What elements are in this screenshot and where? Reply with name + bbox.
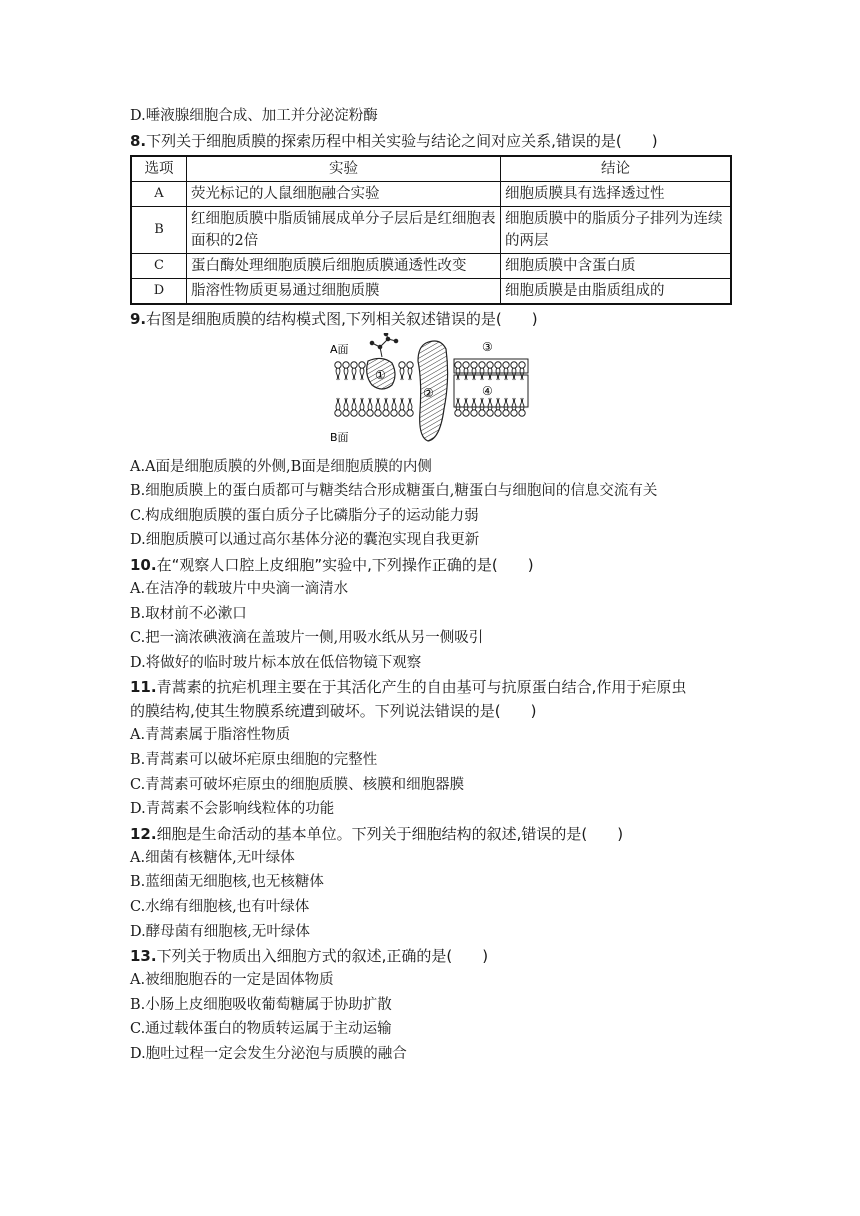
label-a-face: A面 [330,342,349,356]
question-text: 下列关于细胞质膜的探索历程中相关实验与结论之间对应关系,错误的是( ) [146,131,658,150]
q13-option: A.被细胞胞吞的一定是固体物质 [130,972,334,989]
question-13-stem [130,944,740,968]
question-number: 9. [130,309,147,328]
header-experiment: 实验 [187,156,501,182]
q13-option: C.通过载体蛋白的物质转运属于主动运输 [130,1021,392,1038]
row-conclusion: 细胞质膜具有选择透过性 [501,181,732,206]
experiment-conclusion-table [130,155,732,305]
question-12-stem [130,822,740,846]
q7-option-d: D.唾液腺细胞合成、加工并分泌淀粉酶 [130,108,378,124]
row-conclusion: 细胞质膜是由脂质组成的 [501,278,732,304]
question-number: 12. [130,824,157,843]
marker-4: ④ [482,383,493,398]
table-row [131,181,731,206]
row-experiment: 脂溶性物质更易通过细胞质膜 [187,278,501,304]
table-header-row [131,156,731,182]
question-text: 下列关于物质出入细胞方式的叙述,正确的是( ) [156,947,489,966]
row-option: A [131,181,187,206]
marker-2: ② [423,385,434,400]
label-b-face: B面 [330,430,349,444]
marker-3: ③ [482,339,493,354]
marker-1: ① [375,367,386,382]
table-row [131,253,731,278]
question-number: 13. [130,947,157,966]
q12-option: C.水绵有细胞核,也有叶绿体 [130,898,310,915]
q11-option: A.青蒿素属于脂溶性物质 [130,727,291,744]
row-option: D [131,278,187,304]
q9-option: C.构成细胞质膜的蛋白质分子比磷脂分子的运动能力弱 [130,507,479,524]
row-experiment: 红细胞质膜中脂质铺展成单分子层后是红细胞表面积的2倍 [187,206,501,253]
question-9-stem [130,307,740,331]
question-number: 8. [130,131,147,150]
q12-option: D.酵母菌有细胞核,无叶绿体 [130,923,310,940]
q10-option: D.将做好的临时玻片标本放在低倍物镜下观察 [130,654,422,671]
q11-option: D.青蒿素不会影响线粒体的功能 [130,801,335,818]
q12-option: B.蓝细菌无细胞核,也无核糖体 [130,874,324,891]
q11-option: B.青蒿素可以破坏疟原虫细胞的完整性 [130,751,378,768]
membrane-diagram [130,333,740,451]
q10-option: B.取材前不必漱口 [130,605,247,622]
q13-option: B.小肠上皮细胞吸收葡萄糖属于协助扩散 [130,996,392,1013]
row-option: C [131,253,187,278]
question-number: 10. [130,555,157,574]
fluid-mosaic-model-svg [326,333,536,449]
q13-option: D.胞吐过程一定会发生分泌泡与质膜的融合 [130,1045,407,1062]
question-8-stem [130,129,740,153]
row-experiment: 蛋白酶处理细胞质膜后细胞质膜通透性改变 [187,253,501,278]
question-text: 右图是细胞质膜的结构模式图,下列相关叙述错误的是( ) [146,309,538,328]
question-11-stem [130,675,740,699]
sugar-chain [370,333,398,357]
q9-option: B.细胞质膜上的蛋白质都可与糖类结合形成糖蛋白,糖蛋白与细胞间的信息交流有关 [130,483,658,500]
question-text: 在“观察人口腔上皮细胞”实验中,下列操作正确的是( ) [156,555,534,574]
row-experiment: 荧光标记的人鼠细胞融合实验 [187,181,501,206]
question-10-stem [130,553,740,577]
row-option: B [131,206,187,253]
q12-option: A.细菌有核糖体,无叶绿体 [130,849,295,866]
row-conclusion: 细胞质膜中含蛋白质 [501,253,732,278]
q9-option: A.A面是细胞质膜的外侧,B面是细胞质膜的内侧 [130,458,432,475]
question-text-line1: 青蒿素的抗疟机理主要在于其活化产生的自由基可与抗原蛋白结合,作用于疟原虫 [156,678,687,697]
exam-page [130,104,740,1066]
row-conclusion: 细胞质膜中的脂质分子排列为连续的两层 [501,206,732,253]
table-row [131,206,731,253]
q9-option: D.细胞质膜可以通过高尔基体分泌的囊泡实现自我更新 [130,532,480,549]
question-11-stem-line2: 的膜结构,使其生物膜系统遭到破坏。下列说法错误的是( ) [130,702,537,721]
q10-option: A.在洁净的载玻片中央滴一滴清水 [130,580,349,597]
q11-option: C.青蒿素可破坏疟原虫的细胞质膜、核膜和细胞器膜 [130,776,465,793]
question-number: 11. [130,678,157,697]
header-conclusion: 结论 [501,156,732,182]
table-row [131,278,731,304]
question-text: 细胞是生命活动的基本单位。下列关于细胞结构的叙述,错误的是( ) [156,824,624,843]
header-option: 选项 [131,156,187,182]
q10-option: C.把一滴浓碘液滴在盖玻片一侧,用吸水纸从另一侧吸引 [130,630,484,647]
